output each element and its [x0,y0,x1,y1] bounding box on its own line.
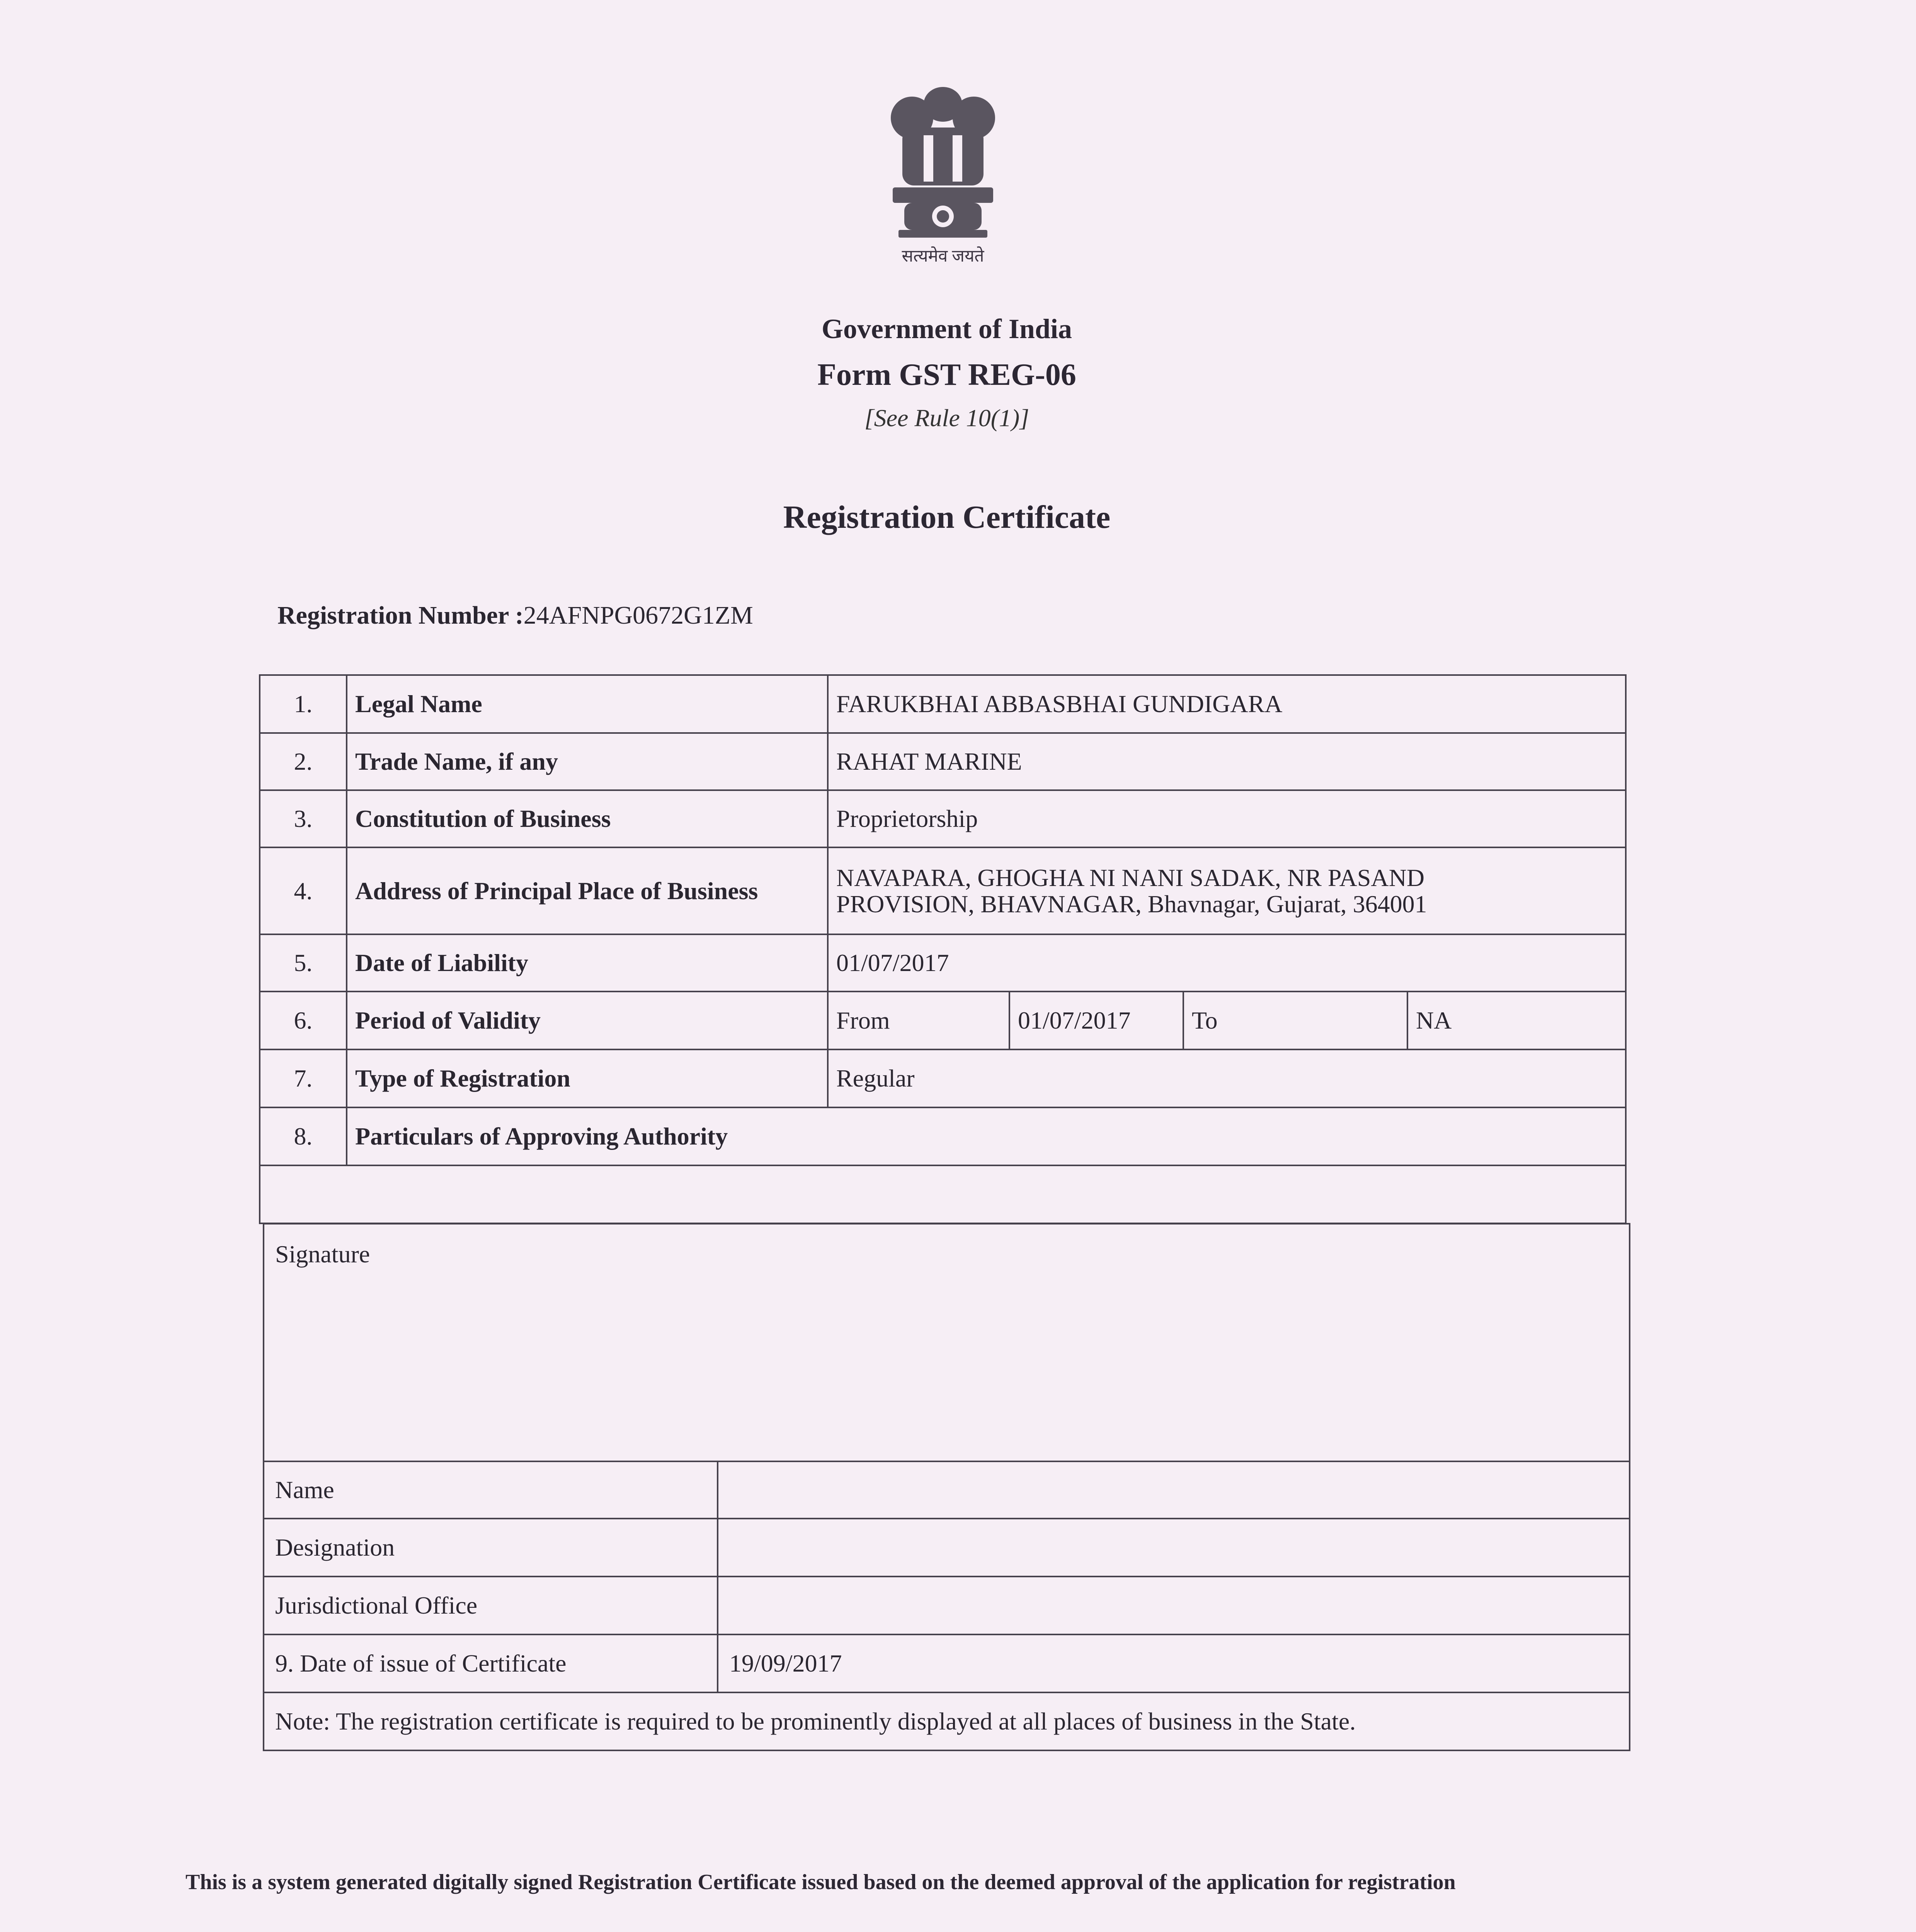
liability-date-label: Date of Liability [347,934,828,992]
registration-number-value: 24AFNPG0672G1ZM [523,601,753,629]
issue-date-value: 19/09/2017 [718,1634,1630,1692]
rule-reference: [See Rule 10(1)] [864,404,1029,432]
address-line-2: PROVISION, BHAVNAGAR, Bhavnagar, Gujarat, 364001 [836,890,1427,918]
signature-box: Signature [264,1224,1630,1461]
table-row [264,1224,1630,1461]
row-number: 7. [260,1049,347,1107]
table-row [264,1692,1630,1750]
validity-label: Period of Validity [347,992,828,1049]
row-number: 8. [260,1107,347,1165]
table-row [264,1577,1630,1634]
row-number: 2. [260,733,347,790]
table-row [260,790,1626,847]
liability-date-value: 01/07/2017 [828,934,1626,992]
row-number: 4. [260,847,347,934]
address-line-1: NAVAPARA, GHOGHA NI NANI SADAK, NR PASAND [836,864,1425,892]
trade-name-value: RAHAT MARINE [828,733,1626,790]
blank-row [260,1165,1626,1223]
legal-name-value: FARUKBHAI ABBASBHAI GUNDIGARA [828,675,1626,733]
validity-to-value: NA [1407,992,1626,1049]
row-number: 5. [260,934,347,992]
table-row [260,1165,1626,1223]
table-row [264,1634,1630,1692]
table-row [260,992,1626,1049]
table-row [260,847,1626,934]
validity-from-label: From [828,992,1009,1049]
table-row [264,1461,1630,1519]
table-row [260,1049,1626,1107]
constitution-value: Proprietorship [828,790,1626,847]
table-row [260,934,1626,992]
registration-type-value: Regular [828,1049,1626,1107]
address-label: Address of Principal Place of Business [347,847,828,934]
issue-date-label: 9. Date of issue of Certificate [264,1634,718,1692]
name-value [718,1461,1630,1519]
page-title: Registration Certificate [783,499,1111,535]
table-row [260,675,1626,733]
national-emblem-icon [866,77,1020,263]
jurisdictional-office-value [718,1577,1630,1634]
emblem-motto: सत्यमेव जयते [902,247,984,265]
display-note: Note: The registration certificate is required to be prominently displayed at all places of business in the State. [264,1692,1630,1750]
table-row [260,1107,1626,1165]
address-value [828,847,1626,934]
table-row [260,733,1626,790]
constitution-label: Constitution of Business [347,790,828,847]
row-number: 1. [260,675,347,733]
trade-name-label: Trade Name, if any [347,733,828,790]
legal-name-label: Legal Name [347,675,828,733]
row-number: 3. [260,790,347,847]
authority-table [263,1223,1630,1751]
approving-authority-label: Particulars of Approving Authority [347,1107,1626,1165]
registration-type-label: Type of Registration [347,1049,828,1107]
name-label: Name [264,1461,718,1519]
table-row [264,1519,1630,1577]
validity-to-label: To [1183,992,1407,1049]
jurisdictional-office-label: Jurisdictional Office [264,1577,718,1634]
government-heading: Government of India [822,313,1072,344]
form-heading: Form GST REG-06 [817,358,1076,392]
registration-number-label: Registration Number : [277,601,524,629]
details-table [259,674,1627,1224]
designation-label: Designation [264,1519,718,1577]
designation-value [718,1519,1630,1577]
validity-from-value: 01/07/2017 [1009,992,1183,1049]
registration-number [277,601,1282,630]
system-generated-note: This is a system generated digitally signed Registration Certificate issued based on the deemed approval of the application for registration [185,1870,1456,1894]
row-number: 6. [260,992,347,1049]
